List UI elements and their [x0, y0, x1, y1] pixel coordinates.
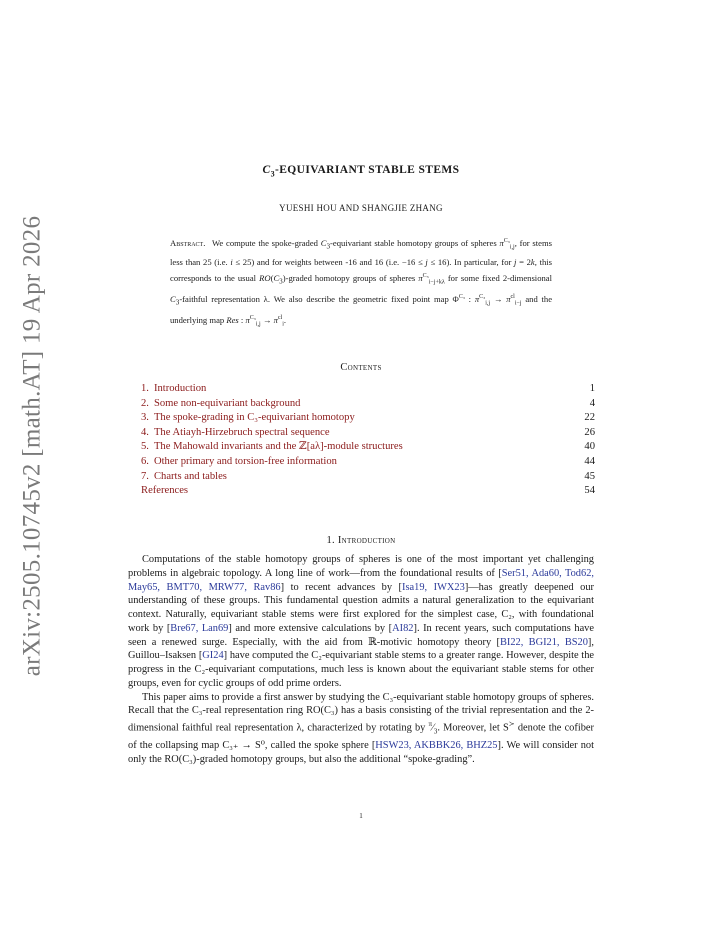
section-heading: 1. Introduction	[326, 535, 396, 546]
toc-item[interactable]: 4. The Atiayh-Hirzebruch spectral sequence 26	[141, 426, 595, 438]
page-number: 1	[359, 812, 363, 820]
body-text	[128, 553, 594, 767]
toc-item[interactable]: 2. Some non-equivariant background 4	[141, 397, 595, 409]
toc-item[interactable]: 3. The spoke-grading in C₃-equivariant homotopy 22	[141, 412, 595, 424]
paragraph: Computations of the stable homotopy groups of spheres is one of the most important yet challenging problems in algebraic topology. A long line of work—from the foundational results of [Ser51, Ada60, Tod62, May65, BMT70, MRW77, Rav86] to recent advances by [Isa19, IWX23]—has greatly deepened our understanding of these groups. This fundamental question admits a natural generalization to the equivariant context. Naturally, equivariant stable stems were first explored for the simplest case, C₂, with foundational work by [Bre67, Lan69] and more extensive calculations by [AI82]. In recent years, such computations have seen a renewed surge. Especially, with the aid from ℝ-motivic homotopy theory [BI22, BGI21, BS20], Guillou–Isaksen [GI24] have computed the C₂-equivariant stable stems to a greater range. However, despite the progress in the C₂-equivariant computations, much less is known about the equivariant stable stems for other groups, even for cyclic groups of odd prime orders.	[128, 554, 594, 689]
toc-item[interactable]: 6. Other primary and torsion-free information 44	[141, 455, 595, 467]
paper-authors: YUESHI HOU AND SHANGJIE ZHANG	[279, 203, 443, 213]
arxiv-stamp: arXiv:2505.10745v2 [math.AT] 19 Apr 2026	[18, 215, 45, 677]
citation-link[interactable]: HSW23, AKBBK26, BHZ25	[375, 740, 498, 752]
toc-item[interactable]: 7. Charts and tables 45	[141, 470, 595, 482]
toc-item[interactable]: 5. The Mahowald invariants and the ℤ[aλ]-module structures 40	[141, 441, 595, 453]
paragraph: This paper aims to provide a first answer by studying the C₃-equivariant stable homotopy groups of spheres. Recall that the C₃-real representation ring RO(C₃) has a basis consisting of the trivial representation and the 2-dimensional faithful real representation λ, characterized by rotating by $^\pi⁄_3$. Moreover, let S≻ denote the cofiber of the collapsing map C₃₊ → S⁰, called the spoke sphere [HSW23, AKBBK26, BHZ25]. We will consider not only the RO(C₃)-graded homotopy groups, but also the additional “spoke-grading”.	[128, 691, 594, 766]
toc-item[interactable]: References 54	[141, 485, 595, 497]
citation-link[interactable]: Isa19, IWX23	[402, 581, 465, 593]
citation-link[interactable]: Ser51, Ada60, Tod62, May65, BMT70, MRW77, Rav86	[128, 567, 594, 593]
citation-link[interactable]: GI24	[202, 650, 224, 662]
toc-item[interactable]: 1. Introduction 1	[141, 383, 595, 394]
abstract-heading: Abstract.	[170, 237, 206, 248]
table-of-contents	[141, 382, 595, 499]
paper-title: $C_3$-EQUIVARIANT STABLE STEMS	[262, 164, 460, 179]
citation-link[interactable]: BI22, BGI21, BS20	[499, 636, 588, 648]
abstract: Abstract. We compute the spoke-graded $C_3$-equivariant stable homotopy groups of spheres $\pi^{C_3}_{i,j}$, for stems less than 25 (i.e. i ≤ 25) and for weights between -16 and 16 (i.e. −16 ≤ j ≤ 16). In particular, for j = 2k, this corresponds to the usual $RO(C_3)$-graded homotopy groups of spheres $\pi^{C_3}_{i-j+k\lambda}$ for some fixed 2-dimensional $C_3$-faithful representation λ. We also describe the geometric fixed point map $\Phi^{C_3}$ : $\pi^{C_3}_{i,j} \to \pi^{cl}_{i-j}$ and the underlying map Res : $\pi^{C_3}_{i,j} \to \pi^{cl}_i$.	[170, 237, 553, 328]
citation-link[interactable]: Bre67, Lan69	[170, 622, 229, 634]
contents-heading: Contents	[340, 362, 382, 373]
citation-link[interactable]: AI82	[392, 622, 414, 634]
